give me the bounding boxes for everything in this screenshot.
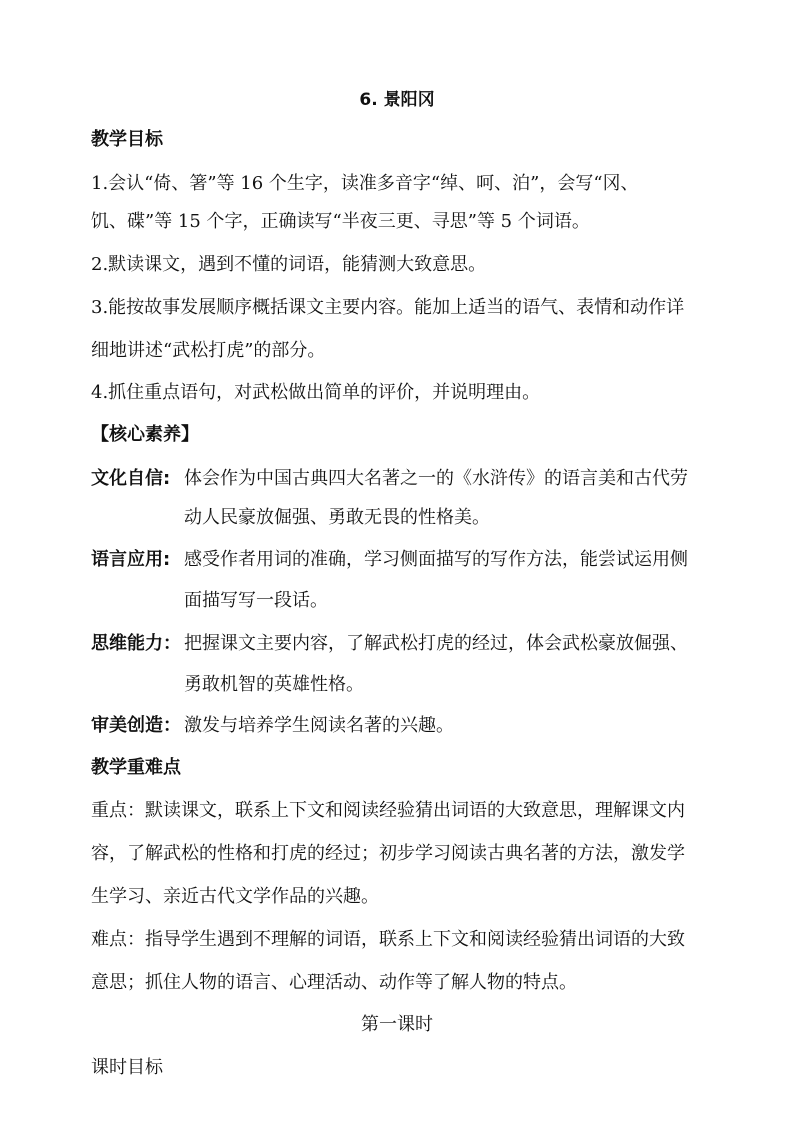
goal-line: 细地讲述“武松打虎”的部分。 bbox=[91, 340, 326, 361]
goal-line: 4.抓住重点语句，对武松做出简单的评价，并说明理由。 bbox=[91, 382, 541, 403]
section-heading-goals: 教学目标 bbox=[91, 129, 163, 150]
literacy-text: 勇敢机智的英雄性格。 bbox=[184, 674, 364, 695]
key-point-line: 意思；抓住人物的语言、心理活动、动作等了解人物的特点。 bbox=[91, 972, 577, 993]
goal-line: 2.默读课文，遇到不懂的词语，能猜测大致意思。 bbox=[91, 254, 487, 275]
lesson-goal-label: 课时目标 bbox=[91, 1057, 163, 1078]
literacy-text: 面描写写一段话。 bbox=[184, 590, 328, 611]
literacy-text: 把握课文主要内容，了解武松打虎的经过，体会武松豪放倔强、 bbox=[184, 633, 688, 654]
literacy-text: 体会作为中国古典四大名著之一的《水浒传》的语言美和古代劳 bbox=[184, 468, 688, 489]
literacy-text: 动人民豪放倔强、勇敢无畏的性格美。 bbox=[184, 507, 490, 528]
key-point-line: 重点：默读课文，联系上下文和阅读经验猜出词语的大致意思，理解课文内 bbox=[91, 800, 685, 821]
goal-line: 饥、碟”等 15 个字，正确读写“半夜三更、寻思”等 5 个词语。 bbox=[91, 211, 590, 232]
literacy-text: 激发与培养学生阅读名著的兴趣。 bbox=[184, 715, 454, 736]
document-title: 6. 景阳冈 bbox=[359, 90, 435, 110]
section-heading-key: 教学重难点 bbox=[91, 757, 181, 778]
literacy-label: 文化自信: bbox=[91, 468, 171, 489]
goal-line: 1.会认“倚、箸”等 16 个生字，读准多音字“绰、呵、泊”，会写“冈、 bbox=[91, 173, 639, 194]
key-point-line: 容，了解武松的性格和打虎的经过；初步学习阅读古典名著的方法，激发学 bbox=[91, 843, 685, 864]
key-point-line: 生学习、亲近古代文学作品的兴趣。 bbox=[91, 886, 379, 907]
key-point-line: 难点：指导学生遇到不理解的词语，联系上下文和阅读经验猜出词语的大致 bbox=[91, 929, 685, 950]
literacy-label: 语言应用: bbox=[91, 549, 171, 570]
section-heading-literacy: 【核心素养】 bbox=[91, 424, 199, 445]
goal-line: 3.能按故事发展顺序概括课文主要内容。能加上适当的语气、表情和动作详 bbox=[91, 297, 685, 318]
literacy-label: 思维能力： bbox=[91, 633, 181, 654]
literacy-text: 感受作者用词的准确，学习侧面描写的写作方法，能尝试运用侧 bbox=[184, 549, 688, 570]
lesson-heading: 第一课时 bbox=[361, 1014, 433, 1035]
literacy-label: 审美创造： bbox=[91, 715, 181, 736]
